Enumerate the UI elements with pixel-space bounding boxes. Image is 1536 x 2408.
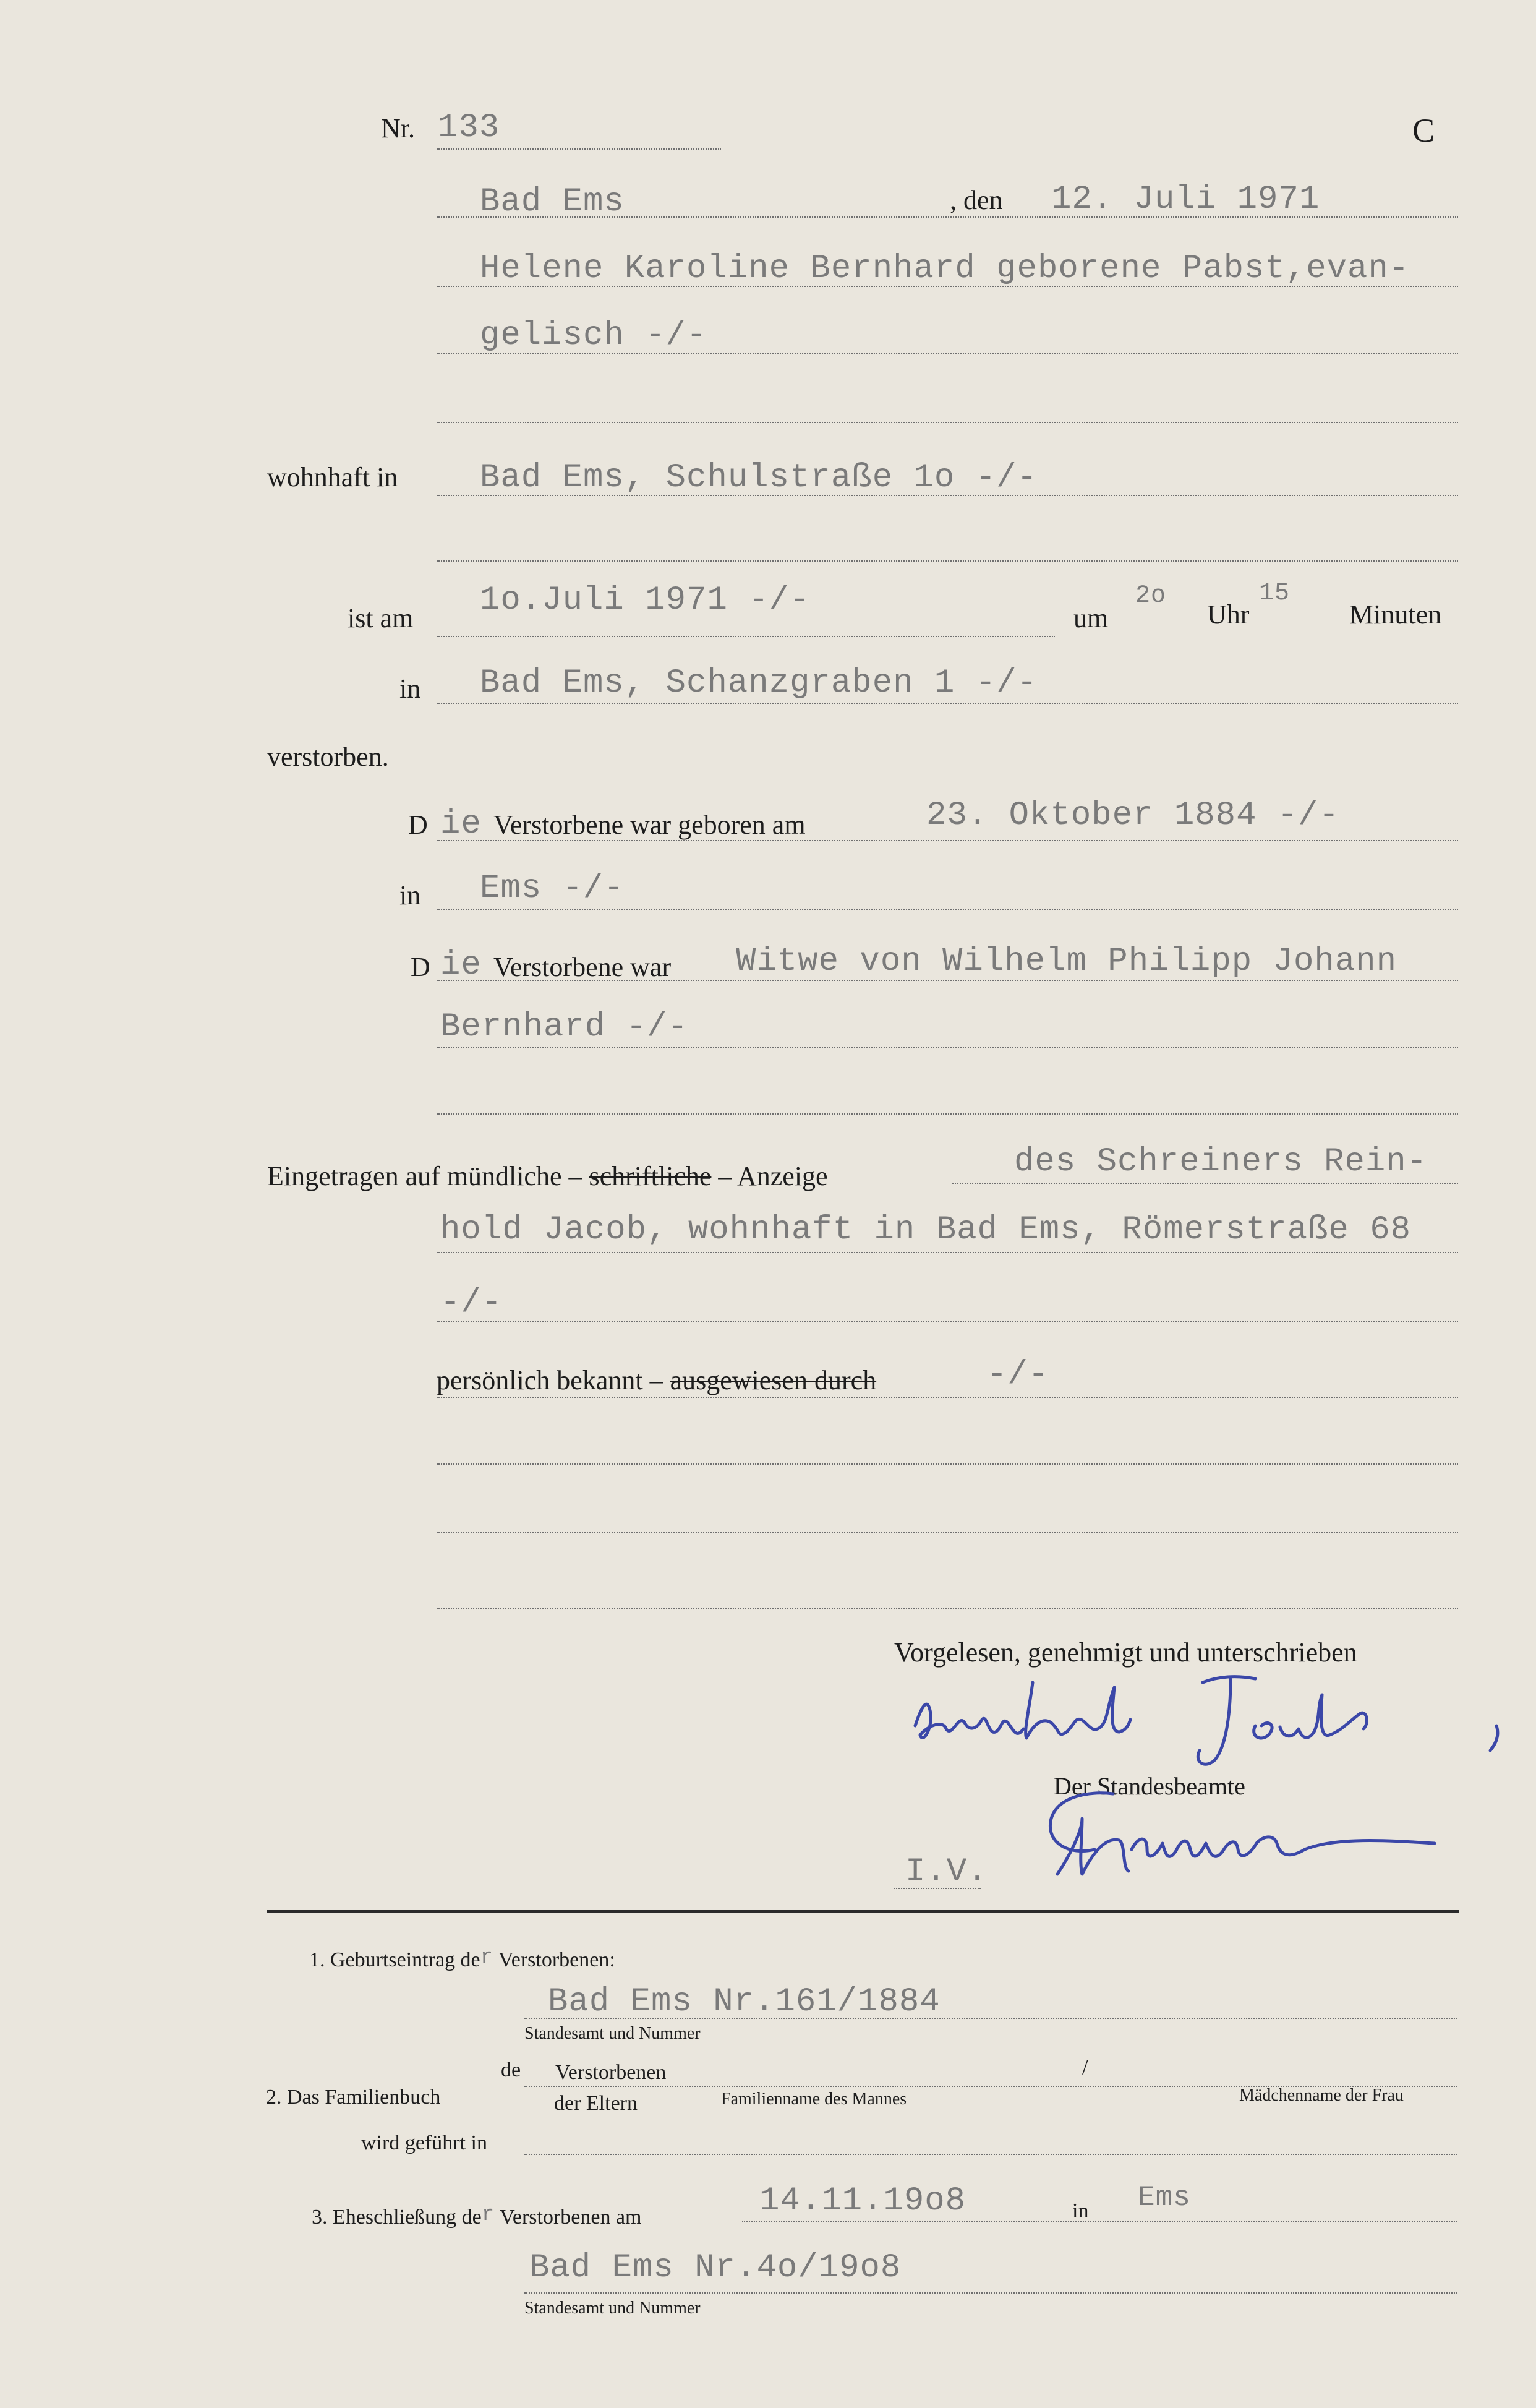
residence-line bbox=[437, 495, 1458, 496]
family-book-de: de bbox=[501, 2059, 521, 2081]
struck-written: schriftliche bbox=[589, 1161, 712, 1191]
informant-line-1 bbox=[952, 1183, 1458, 1184]
husband-surname-caption: Familienname des Mannes bbox=[721, 2089, 907, 2109]
marital-line-3 bbox=[437, 1113, 1458, 1115]
birth-place: Ems -/- bbox=[480, 870, 625, 907]
iv-label: I.V. bbox=[905, 1853, 988, 1891]
marriage-line bbox=[742, 2221, 1457, 2222]
marriage-place: Ems bbox=[1138, 2182, 1191, 2214]
family-book-kept-line bbox=[524, 2154, 1457, 2155]
person-line-3 bbox=[437, 422, 1458, 423]
registration-label: Eingetragen auf mündliche – schriftliche – Anzeige bbox=[267, 1161, 828, 1191]
person-line-2 bbox=[437, 353, 1458, 354]
um-label: um bbox=[1073, 603, 1109, 633]
birth-in-label: in bbox=[399, 880, 421, 910]
registrar-label: Der Standesbeamte bbox=[1054, 1772, 1245, 1800]
birth-article: ie bbox=[440, 805, 482, 843]
death-date-line bbox=[437, 636, 1055, 637]
known-value: -/- bbox=[987, 1356, 1049, 1394]
death-place-line bbox=[437, 703, 1458, 704]
known-label: persönlich bekannt – ausgewiesen durch bbox=[437, 1365, 877, 1395]
birth-entry-value: Bad Ems Nr.161/1884 bbox=[548, 1983, 941, 2021]
death-hour: 2o bbox=[1135, 582, 1167, 610]
marital-line-2 bbox=[437, 1047, 1458, 1048]
struck-identified: ausgewiesen durch bbox=[670, 1365, 877, 1395]
birth-entry-line bbox=[524, 2018, 1457, 2019]
marriage-label: 3. Eheschließung der Verstorbenen am bbox=[312, 2203, 642, 2229]
family-book-kept-label: wird geführt in bbox=[361, 2132, 487, 2154]
death-date: 1o.Juli 1971 -/- bbox=[480, 581, 811, 619]
informant-line-3 bbox=[437, 1321, 1458, 1322]
section-separator bbox=[267, 1910, 1459, 1913]
marital-article: ie bbox=[440, 946, 482, 984]
minuten-label: Minuten bbox=[1349, 599, 1442, 630]
death-in-label: in bbox=[399, 674, 421, 704]
person-line-1 bbox=[437, 286, 1458, 287]
marital-status-line2: Bernhard -/- bbox=[440, 1008, 688, 1046]
place-date-line bbox=[437, 216, 1458, 218]
registrar-signature bbox=[1014, 1781, 1484, 1887]
nr-label: Nr. bbox=[381, 113, 415, 144]
birth-entry-caption: Standesamt und Nummer bbox=[524, 2024, 701, 2043]
register-number: 133 bbox=[438, 109, 500, 147]
marriage-in-label: in bbox=[1072, 2200, 1089, 2222]
iv-line bbox=[894, 1888, 981, 1889]
family-book-slash: / bbox=[1082, 2056, 1088, 2079]
deceased-name-line1: Helene Karoline Bernhard geborene Pabst,evan- bbox=[480, 250, 1410, 288]
family-book-option-deceased: Verstorbenen bbox=[555, 2061, 667, 2084]
nr-line bbox=[437, 148, 721, 150]
registration-date: 12. Juli 1971 bbox=[1051, 181, 1320, 218]
informant-line2: hold Jacob, wohnhaft in Bad Ems, Römerstraße 68 bbox=[440, 1211, 1412, 1249]
blank-line-2 bbox=[437, 1532, 1458, 1533]
place: Bad Ems bbox=[480, 183, 625, 221]
marital-label: Verstorbene war bbox=[493, 952, 672, 982]
uhr-label: Uhr bbox=[1207, 599, 1250, 630]
birth-place-line bbox=[437, 909, 1458, 910]
informant-line-2 bbox=[437, 1252, 1458, 1253]
birth-prefix: D bbox=[408, 810, 428, 840]
birth-date-line bbox=[437, 840, 1458, 841]
death-minute: 15 bbox=[1259, 580, 1291, 607]
residence-line-2 bbox=[437, 560, 1458, 562]
family-book-option-parents: der Eltern bbox=[554, 2092, 638, 2115]
residence-value: Bad Ems, Schulstraße 1o -/- bbox=[480, 459, 1038, 497]
marriage-register-line bbox=[524, 2292, 1457, 2294]
birth-date: 23. Oktober 1884 -/- bbox=[926, 797, 1340, 834]
informant-line3: -/- bbox=[440, 1284, 503, 1322]
marital-line-1 bbox=[437, 980, 1458, 981]
birth-label: Verstorbene war geboren am bbox=[493, 810, 806, 840]
residence-label: wohnhaft in bbox=[267, 462, 398, 492]
died-on-label: ist am bbox=[348, 603, 414, 633]
blank-line-3 bbox=[437, 1608, 1458, 1609]
marriage-register-caption: Standesamt und Nummer bbox=[524, 2299, 701, 2318]
read-approved-label: Vorgelesen, genehmigt und unterschrieben bbox=[894, 1637, 1357, 1668]
family-book-label: 2. Das Familienbuch bbox=[266, 2086, 441, 2109]
death-place: Bad Ems, Schanzgraben 1 -/- bbox=[480, 664, 1038, 702]
wife-maiden-name-caption: Mädchenname der Frau bbox=[1239, 2086, 1404, 2105]
verstorben-label: verstorben. bbox=[267, 742, 389, 772]
known-line bbox=[437, 1397, 1458, 1398]
informant-line1: des Schreiners Rein- bbox=[1014, 1143, 1428, 1181]
form-letter: C bbox=[1412, 112, 1435, 149]
marital-status-line1: Witwe von Wilhelm Philipp Johann bbox=[736, 943, 1397, 980]
birth-entry-label: 1. Geburtseintrag der Verstorbenen: bbox=[309, 1946, 615, 1971]
blank-line-1 bbox=[437, 1463, 1458, 1465]
marital-prefix: D bbox=[411, 952, 430, 982]
deceased-name-line2: gelisch -/- bbox=[480, 317, 707, 354]
den-label: , den bbox=[950, 185, 1003, 215]
marriage-date: 14.11.19o8 bbox=[759, 2182, 966, 2220]
informant-signature bbox=[909, 1670, 1503, 1781]
marriage-register-value: Bad Ems Nr.4o/19o8 bbox=[529, 2249, 902, 2287]
